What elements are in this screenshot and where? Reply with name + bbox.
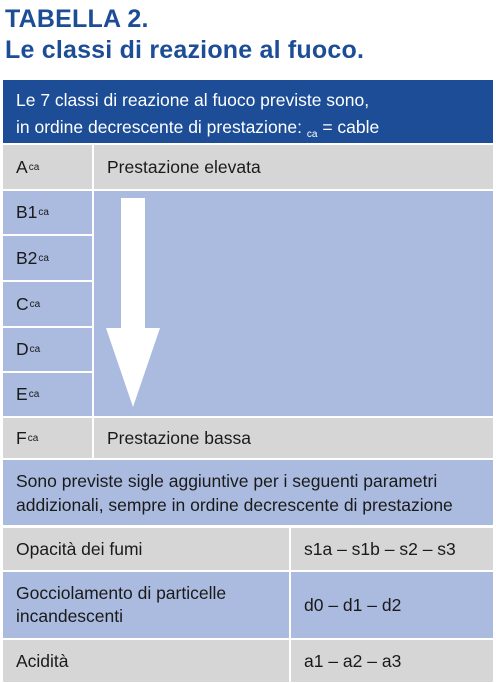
class-b1-cell: B1 ca xyxy=(3,191,92,234)
param-acidity-name: Acidità xyxy=(3,640,289,682)
intro-line-1: Le 7 classi di reazione al fuoco previste sono, xyxy=(16,90,370,110)
param-smoke-values: s1a – s1b – s2 – s3 xyxy=(291,528,493,570)
class-f-cell: F ca xyxy=(3,418,92,458)
class-d-cell: D ca xyxy=(3,328,92,371)
low-performance-label: Prestazione bassa xyxy=(107,427,251,448)
high-performance-cell xyxy=(94,145,493,189)
param-acidity-values: a1 – a2 – a3 xyxy=(291,640,493,682)
param-smoke-name: Opacità dei fumi xyxy=(3,528,289,570)
additional-note-line-2: addizionali, sempre in ordine decrescente di prestazione xyxy=(16,495,453,515)
table-title xyxy=(5,4,364,66)
down-arrow-icon xyxy=(106,198,160,407)
class-a-cell: A ca xyxy=(3,145,92,189)
class-e-cell: E ca xyxy=(3,373,92,416)
intro-line-2: in ordine decrescente di prestazione: $_{ca}$ = cable xyxy=(16,117,380,140)
intro-header xyxy=(3,80,493,143)
intro-subscript: ca xyxy=(306,129,318,140)
high-performance-label: Prestazione elevata xyxy=(107,156,261,177)
additional-note-line-1: Sono previste sigle aggiuntive per i seguenti parametri xyxy=(16,471,438,491)
table-number: TABELLA 2. xyxy=(5,5,149,33)
param-droplets-values: d0 – d1 – d2 xyxy=(291,572,493,638)
class-b2-cell: B2 ca xyxy=(3,236,92,280)
param-droplets-name: Gocciolamento di particelle incandescenti xyxy=(3,572,289,638)
table-caption: Le classi di reazione al fuoco. xyxy=(5,36,365,64)
low-performance-cell xyxy=(94,418,493,458)
additional-note xyxy=(3,460,493,525)
class-c-cell: C ca xyxy=(3,282,92,326)
